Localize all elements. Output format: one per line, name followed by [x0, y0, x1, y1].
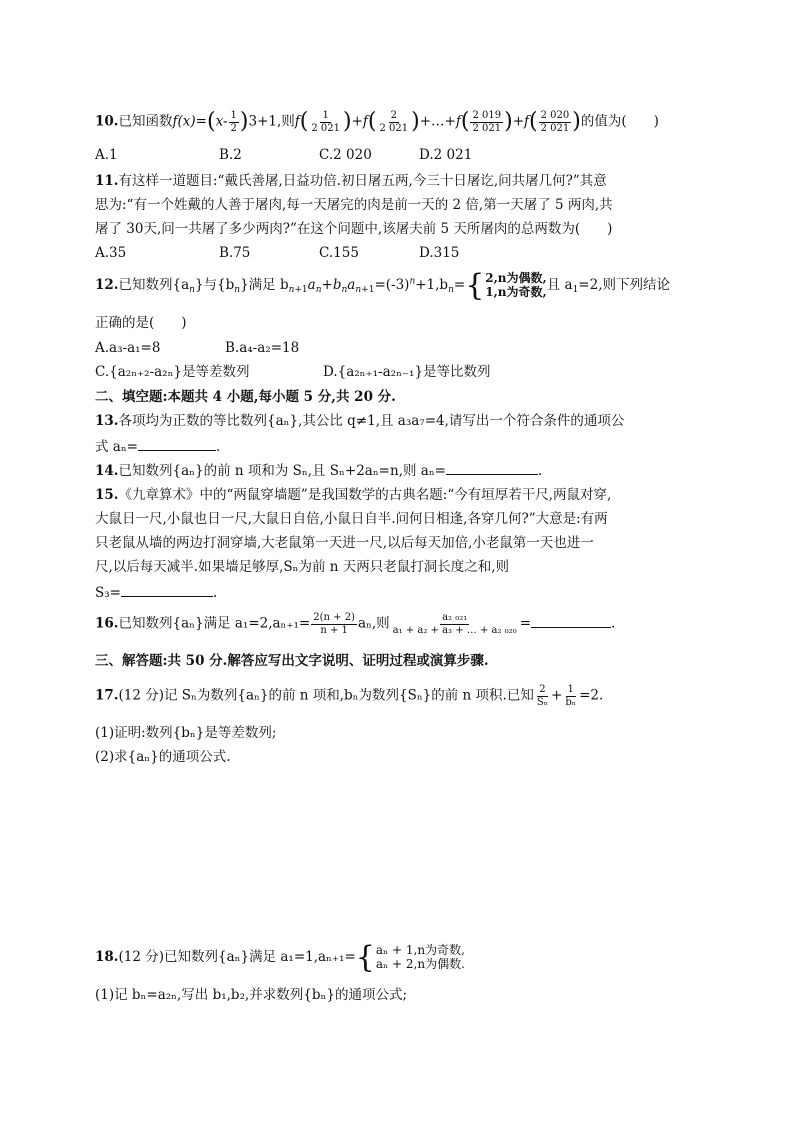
answer-blank[interactable]: [531, 613, 611, 628]
option-b[interactable]: B.75: [219, 245, 251, 261]
question-15-line-2: 大鼠日一尺,小鼠也日一尺,大鼠日自倍,小鼠日自半.问何日相逢,各穿几何?”大意是:有两: [95, 511, 608, 527]
piecewise-brace: { aₙ + 1,n为奇数, aₙ + 2,n为偶数.: [355, 940, 465, 975]
question-number: 14.: [95, 463, 119, 479]
question-15-line-1: 15.《九章算术》中的“两鼠穿墙题”是我国数学的古典名题:“今有垣厚若干尺,两鼠对穿,: [95, 487, 612, 503]
option-b[interactable]: B.a₄-a₂=18: [225, 340, 300, 356]
question-10-options: [95, 146, 472, 166]
option-d[interactable]: D.{a₂ₙ₊₁-a₂ₙ₋₁}是等比数列: [323, 364, 491, 380]
section-2-heading: 二、填空题:本题共 4 小题,每小题 5 分,共 20 分.: [95, 389, 396, 405]
fraction-recurrence: $\frac{2(n + 2)}{n + 1}$: [313, 612, 355, 636]
question-15-line-4: 尺,以后每天减半.如果墙足够厚,Sₙ为前 n 天两只老鼠打洞长度之和,则: [95, 559, 510, 575]
question-18: 18.(12 分)已知数列{aₙ}满足 a₁=1,aₙ₊₁= { aₙ + 1,n为奇数, aₙ + 2,n为偶数.: [95, 940, 465, 975]
question-13-line-1: 13.各项均为正数的等比数列{aₙ},其公比 q≠1,且 a₃a₇=4,请写出一个符合条件的通项公: [95, 413, 625, 429]
question-12-options-ab: [95, 339, 299, 359]
question-13-line-2: 式 aₙ= .: [95, 436, 220, 458]
option-c[interactable]: C.{a₂ₙ₊₂-a₂ₙ}是等差数列: [95, 364, 250, 380]
question-number: 16.: [95, 615, 119, 632]
question-10: 10.已知函数f(x)=(x- $\frac{1}{2}$ )3+1,则f( $\frac{1}{2 021}$ )+f( $\frac{2}{2 021}$ )+…+f( $\frac{2 019}{2 021}$ )+f( $\frac{2 020}{2 021}$ )的值为( ): [95, 109, 659, 134]
question-text: 已知函数: [118, 113, 173, 130]
option-c[interactable]: C.2 020: [319, 147, 372, 163]
question-11-line-1: 11.有这样一道题目:“戴氏善屠,日益功倍.初日屠五两,今三十日屠讫,问共屠几何?”其意: [95, 173, 607, 189]
fraction-2-over-sn: $\frac{2}{\text{Sₙ}}$: [536, 684, 549, 708]
option-a[interactable]: A.35: [95, 245, 127, 261]
question-16: 16.已知数列{aₙ}满足 a₁=2,aₙ₊₁= $\frac{2(n + 2)}{n + 1}$ aₙ,则 $\frac{\text{a₂ ₀₂₁}}{\text{a₁ + a₂ + a₃ + … + a₂ ₀₂₀}}$ = .: [95, 612, 616, 636]
question-17-part-2: (2)求{aₙ}的通项公式.: [95, 749, 231, 765]
question-17-part-1: (1)证明:数列{bₙ}是等差数列;: [95, 725, 277, 741]
question-12-line-1: 12.已知数列$\{a_n\}$与$\{b_n\}$满足 $b_{n+1}a_n+b_na_{n+1}=(-3)^n+1,b_n=$ { 2,n为偶数, 1,n为奇数, 且 $a_1=2$,则下列结论: [95, 268, 670, 303]
question-12-options-cd: [95, 363, 491, 383]
fraction-term-1: $\frac{1}{2 021}$: [311, 110, 340, 134]
fraction-1-over-bn: $\frac{1}{\text{bₙ}}$: [565, 684, 577, 708]
question-number: 13.: [95, 413, 119, 429]
option-a[interactable]: A.a₃-a₁=8: [95, 340, 161, 356]
question-17: 17.(12 分)记 Sₙ为数列{aₙ}的前 n 项和,bₙ为数列{Sₙ}的前 n 项积.已知 $\frac{2}{\text{Sₙ}}$ + $\frac{1}{\text{bₙ}}$ =2.: [95, 684, 604, 708]
question-number: 18.: [95, 949, 119, 965]
question-number: 12.: [95, 277, 119, 293]
question-number: 17.: [95, 687, 119, 704]
option-d[interactable]: D.2 021: [419, 147, 473, 163]
question-14: 14.已知数列{aₙ}的前 n 项和为 Sₙ,且 Sₙ+2aₙ=n,则 aₙ= .: [95, 460, 542, 482]
option-a[interactable]: A.1: [95, 147, 118, 163]
option-d[interactable]: D.315: [419, 245, 460, 261]
option-b[interactable]: B.2: [219, 147, 242, 163]
fraction-term-3: $\frac{2 019}{2 021}$: [472, 110, 502, 134]
question-11-line-2: 思为:“有一个姓戴的人善于屠肉,每一天屠完的肉是前一天的 2 倍,第一天屠了 5 两肉,共: [95, 197, 613, 213]
fraction-term-2: $\frac{2}{2 021}$: [379, 110, 409, 134]
question-number: 11.: [95, 173, 119, 189]
fraction-ratio: $\frac{\text{a₂ ₀₂₁}}{\text{a₁ + a₂ + a₃ + … + a₂ ₀₂₀}}$: [392, 612, 517, 636]
answer-blank[interactable]: [446, 460, 538, 475]
question-18-part-1: (1)记 bₙ=a₂ₙ,写出 b₁,b₂,并求数列{bₙ}的通项公式;: [95, 987, 407, 1003]
question-15-line-5: S₃= .: [95, 582, 217, 604]
fraction-term-4: $\frac{2 020}{2 021}$: [540, 110, 570, 134]
question-12-line-2: 正确的是( ): [95, 315, 187, 331]
question-number: 15.: [95, 487, 119, 503]
section-3-heading: 三、解答题:共 50 分.解答应写出文字说明、证明过程或演算步骤.: [95, 653, 489, 669]
answer-blank[interactable]: [138, 436, 216, 451]
option-c[interactable]: C.155: [319, 245, 359, 261]
question-number: 10.: [95, 113, 119, 130]
piecewise-brace: { 2,n为偶数, 1,n为奇数,: [465, 268, 547, 303]
question-11-options: [95, 244, 459, 264]
question-15-line-3: 只老鼠从墙的两边打洞穿墙,大老鼠第一天进一尺,以后每天加倍,小老鼠第一天也进一: [95, 535, 594, 551]
question-11-line-3: 屠了 30天,问一共屠了多少两肉?”在这个问题中,该屠夫前 5 天所屠肉的总两数为( ): [95, 221, 613, 237]
fraction-half: $\frac{1}{2}$: [230, 110, 237, 134]
answer-blank[interactable]: [121, 582, 213, 597]
function-def: f(x)=: [172, 113, 207, 130]
